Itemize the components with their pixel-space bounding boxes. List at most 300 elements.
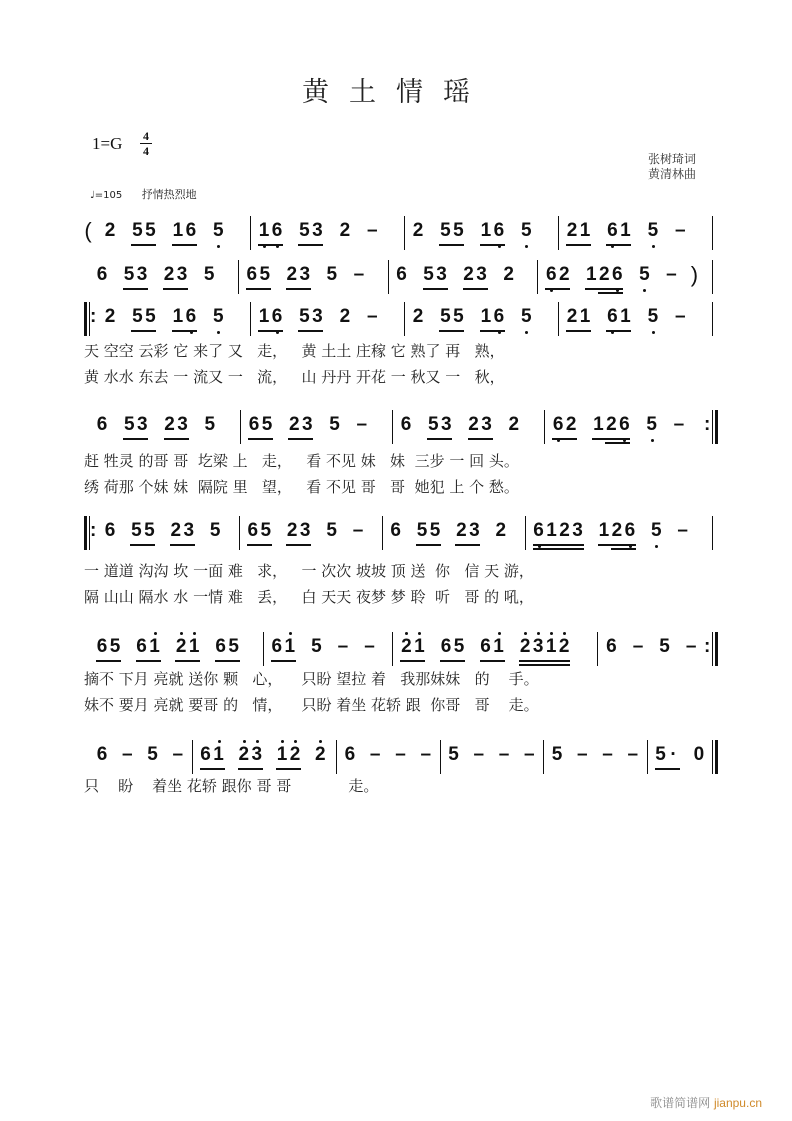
- note: 5: [655, 744, 666, 765]
- note: 1: [480, 220, 492, 241]
- note: 6: [185, 306, 197, 328]
- eighth-underline: [298, 330, 323, 332]
- note: 5: [145, 306, 156, 327]
- note: 6: [552, 414, 564, 436]
- note: 2: [104, 220, 116, 241]
- note: 5: [259, 264, 271, 285]
- note: 2: [508, 414, 520, 435]
- eighth-underline: [123, 438, 148, 440]
- note: ·: [670, 744, 677, 765]
- eighth-underline: [123, 288, 148, 290]
- eighth-underline: [606, 244, 631, 246]
- barline: [525, 516, 526, 550]
- note: 5: [261, 414, 273, 435]
- tempo-marking: [90, 186, 197, 202]
- note: 2: [289, 744, 301, 766]
- note: 2: [170, 520, 182, 541]
- barline: [263, 632, 264, 666]
- octave-high-dot: [537, 632, 540, 635]
- note: 5: [453, 306, 464, 327]
- note: 2: [400, 636, 412, 658]
- eighth-underline: [258, 244, 283, 246]
- note: 6: [200, 744, 211, 765]
- dash-note: –: [602, 744, 613, 765]
- note: 5: [299, 306, 310, 327]
- note: 3: [299, 264, 311, 285]
- eighth-underline: [585, 288, 623, 290]
- note: 2: [519, 636, 531, 658]
- eighth-underline: [566, 244, 591, 246]
- note: 1: [188, 636, 200, 658]
- note: 5: [448, 744, 459, 765]
- note: 1: [172, 220, 184, 241]
- octave-low-dot: [652, 331, 655, 334]
- note: 1: [593, 414, 604, 435]
- octave-low-dot: [651, 439, 654, 442]
- dash-note: –: [685, 636, 697, 657]
- note: 5: [453, 220, 464, 241]
- eighth-underline: [298, 244, 323, 246]
- score-line: [84, 300, 716, 340]
- note: 6: [400, 414, 412, 435]
- eighth-underline: [606, 330, 631, 332]
- score-line: [84, 408, 716, 448]
- octave-low-dot: [652, 245, 655, 248]
- note: 5: [638, 264, 650, 286]
- eighth-underline: [164, 438, 189, 440]
- note: 3: [436, 264, 447, 285]
- composer: 黄清林曲: [647, 167, 696, 181]
- eighth-underline: [170, 544, 195, 546]
- note: 6: [344, 744, 356, 765]
- note: 3: [177, 414, 188, 435]
- score-line: [84, 630, 716, 670]
- note: 5: [416, 520, 428, 541]
- barline: [712, 260, 713, 294]
- eighth-underline: [423, 288, 448, 290]
- note: 6: [271, 220, 283, 242]
- barline: [382, 516, 383, 550]
- repeat-start-barline: [84, 302, 92, 336]
- eighth-underline: [276, 768, 301, 770]
- note: 5: [204, 414, 216, 435]
- lyric-line: 妹不 要月 亮就 要哥 的 情， 只盼 着坐 花轿 跟 你哥 哥 走。: [84, 696, 539, 714]
- note: 1: [579, 220, 591, 241]
- tempo-value: ♩=105: [90, 190, 123, 201]
- note: 6: [136, 636, 147, 657]
- note: 3: [299, 520, 311, 541]
- eighth-underline: [416, 544, 441, 546]
- note: 2: [559, 520, 570, 541]
- note: 1: [586, 264, 597, 285]
- note: 2: [288, 414, 300, 435]
- note: 6: [493, 220, 505, 242]
- dash-note: –: [172, 744, 184, 765]
- note: 3: [176, 264, 188, 285]
- barline: [537, 260, 538, 294]
- time-signature-bottom: 4: [143, 144, 149, 158]
- note: 5: [311, 636, 322, 657]
- note: 5: [260, 520, 272, 541]
- note: 2: [463, 264, 474, 285]
- dash-note: –: [369, 744, 381, 765]
- note: 5: [659, 636, 670, 657]
- repeat-dots: :: [90, 306, 97, 327]
- repeat-end-barline: [712, 410, 720, 444]
- note: 5: [132, 306, 143, 327]
- dash-note: –: [524, 744, 535, 765]
- note: 5: [109, 636, 121, 657]
- note: 2: [339, 306, 351, 327]
- note: 6: [248, 414, 260, 435]
- sixteenth-underline: [598, 292, 623, 294]
- barline: [712, 302, 713, 336]
- barline: [336, 740, 337, 774]
- eighth-underline: [427, 438, 452, 440]
- repeat-end-barline: [712, 632, 720, 666]
- sixteenth-underline: [519, 664, 570, 666]
- note: 1: [413, 636, 425, 658]
- barline: [404, 216, 405, 250]
- note: 2: [503, 264, 514, 285]
- note: 6: [247, 520, 259, 541]
- dash-note: –: [677, 520, 688, 541]
- note: 1: [276, 744, 288, 766]
- note: 3: [312, 306, 323, 327]
- note: 1: [480, 306, 492, 327]
- note: 5: [228, 636, 239, 657]
- note: 5: [147, 744, 158, 765]
- barline: [192, 740, 193, 774]
- note: 2: [606, 414, 617, 435]
- octave-high-dot: [498, 632, 501, 635]
- barline: [392, 410, 393, 444]
- eighth-underline: [248, 438, 273, 440]
- dash-note: –: [367, 306, 378, 327]
- note: 5: [144, 520, 155, 541]
- note: 2: [175, 636, 187, 658]
- note: 6: [96, 744, 108, 765]
- note: 6: [493, 306, 505, 328]
- octave-high-dot: [319, 740, 322, 743]
- dash-note: –: [352, 520, 364, 541]
- barline: [712, 516, 713, 550]
- dash-note: –: [356, 414, 368, 435]
- note: 2: [558, 264, 570, 285]
- watermark-site: jianpu.cn: [713, 1096, 762, 1110]
- note: 6: [96, 636, 108, 657]
- note: 3: [476, 264, 487, 285]
- note: 6: [545, 264, 557, 286]
- octave-high-dot: [418, 632, 421, 635]
- note: 6: [215, 636, 226, 657]
- watermark: [650, 1094, 762, 1111]
- note: 6: [606, 306, 618, 328]
- note: 2: [611, 520, 623, 541]
- lyricist: 张树琦词: [647, 152, 696, 166]
- note: 2: [238, 744, 250, 766]
- barline: [250, 216, 251, 250]
- barline: [250, 302, 251, 336]
- expression-marking: 抒情热烈地: [141, 188, 197, 201]
- note: 3: [136, 264, 148, 285]
- note: 1: [579, 306, 591, 327]
- note: 2: [286, 264, 298, 285]
- eighth-underline: [480, 330, 505, 332]
- eighth-underline: [545, 288, 570, 290]
- eighth-underline: [131, 244, 156, 246]
- dash-note: –: [353, 264, 365, 285]
- octave-low-dot: [525, 245, 528, 248]
- sixteenth-underline: [533, 548, 584, 550]
- barline: [239, 516, 240, 550]
- eighth-underline: [131, 330, 156, 332]
- note: 5: [647, 306, 659, 328]
- eighth-underline: [592, 438, 630, 440]
- eighth-underline: [286, 544, 311, 546]
- note: 2: [468, 414, 479, 435]
- note: 1: [149, 636, 161, 658]
- note: 6: [611, 264, 623, 286]
- note: 5: [453, 636, 465, 657]
- key-signature: 1=G: [92, 134, 123, 153]
- dash-note: –: [473, 744, 485, 765]
- note: 6: [533, 520, 545, 542]
- note: 6: [440, 636, 452, 657]
- note: 5: [650, 520, 662, 542]
- note: 0: [693, 744, 705, 765]
- eighth-underline: [439, 244, 464, 246]
- note: 6: [271, 306, 283, 328]
- score-title: 黄土情瑶: [302, 77, 490, 108]
- note: 6: [185, 220, 197, 241]
- note: 2: [412, 220, 424, 241]
- eighth-underline: [246, 288, 271, 290]
- dash-note: –: [364, 636, 375, 657]
- note: 6: [96, 414, 108, 435]
- barline: [712, 216, 713, 250]
- score-line: [84, 258, 716, 298]
- repeat-start-barline: [84, 516, 92, 550]
- note: 2: [286, 520, 298, 541]
- note: 5: [646, 414, 658, 436]
- note: 5: [131, 520, 142, 541]
- credits: [648, 152, 696, 182]
- repeat-dots: :: [704, 636, 711, 657]
- lyric-line: 黄 水水 东去 一 流又 一 流， 山 丹丹 开花 一 秋又 一 秋，: [84, 368, 505, 386]
- note: 3: [136, 414, 148, 435]
- time-signature-top: 4: [143, 129, 149, 143]
- dash-note: –: [121, 744, 133, 765]
- barline: [558, 216, 559, 250]
- note: 1: [545, 636, 557, 658]
- dash-note: –: [498, 744, 510, 765]
- note: 1: [172, 306, 184, 327]
- final-barline: [712, 740, 720, 774]
- note: 5: [428, 414, 439, 435]
- note: 5: [123, 414, 135, 435]
- note: 2: [599, 264, 610, 285]
- lyric-line: 摘不 下月 亮就 送你 颗 心， 只盼 望拉 着 我那妹妹 的 手。: [84, 670, 539, 688]
- octave-high-dot: [243, 740, 246, 743]
- note: 1: [258, 220, 270, 242]
- note: 2: [456, 520, 467, 541]
- note: 5: [203, 264, 215, 285]
- note: 5: [299, 220, 310, 241]
- note: 3: [312, 220, 323, 241]
- eighth-underline: [519, 660, 570, 662]
- eighth-underline: [566, 330, 591, 332]
- dash-note: –: [420, 744, 432, 765]
- octave-low-dot: [525, 331, 528, 334]
- repeat-dots: :: [704, 414, 711, 435]
- note: 2: [412, 306, 424, 327]
- lyric-line: 天 空空 云彩 它 来了 又 走， 黄 土土 庄稼 它 熟了 再 熟，: [84, 342, 505, 360]
- note: 5: [329, 414, 340, 435]
- dash-note: –: [666, 264, 677, 285]
- note: 2: [558, 636, 570, 658]
- note: 6: [246, 264, 258, 285]
- note: 6: [618, 414, 630, 436]
- note: 1: [284, 636, 296, 658]
- eighth-underline: [163, 288, 188, 290]
- note: 2: [163, 264, 175, 285]
- note: 5: [212, 306, 224, 328]
- lyric-line: 只 盼 着坐 花轿 跟你 哥 哥 走。: [84, 777, 379, 795]
- barline: [392, 632, 393, 666]
- note: 1: [493, 636, 505, 658]
- note: 2: [314, 744, 326, 766]
- note: 5: [440, 220, 451, 241]
- octave-high-dot: [550, 632, 553, 635]
- octave-high-dot: [256, 740, 259, 743]
- dash-note: –: [367, 220, 378, 241]
- repeat-dots: :: [90, 520, 97, 541]
- note: 1: [213, 744, 225, 766]
- eighth-underline: [468, 438, 493, 440]
- eighth-underline: [400, 660, 425, 662]
- note: 5: [520, 220, 532, 242]
- octave-high-dot: [524, 632, 527, 635]
- octave-high-dot: [154, 632, 157, 635]
- note: 1: [620, 306, 631, 327]
- note: 5: [440, 306, 451, 327]
- octave-low-dot: [217, 245, 220, 248]
- octave-high-dot: [563, 632, 566, 635]
- octave-low-dot: [217, 331, 220, 334]
- note: 3: [183, 520, 195, 541]
- note: 5: [326, 520, 337, 541]
- barline: [440, 740, 441, 774]
- eighth-underline: [130, 544, 155, 546]
- lyric-line: 一 道道 沟沟 坎 一面 难 求， 一 次次 坡坡 顶 送 你 信 天 游，: [84, 562, 534, 580]
- note: 6: [271, 636, 283, 657]
- octave-high-dot: [294, 740, 297, 743]
- barline: [647, 740, 648, 774]
- watermark-text: 歌谱简谱网: [650, 1096, 711, 1110]
- note: 5: [423, 264, 434, 285]
- eighth-underline: [655, 768, 680, 770]
- note: 3: [481, 414, 492, 435]
- note: 2: [104, 306, 116, 327]
- note: 6: [96, 264, 108, 285]
- note: 1: [258, 306, 270, 327]
- note: 5: [326, 264, 338, 285]
- sixteenth-underline: [605, 442, 630, 444]
- dash-note: –: [675, 220, 686, 241]
- eighth-underline: [175, 660, 200, 662]
- eighth-underline: [238, 768, 263, 770]
- score-line: [84, 514, 716, 554]
- eighth-underline: [136, 660, 161, 662]
- note: 1: [598, 520, 610, 541]
- note: 3: [572, 520, 583, 541]
- eighth-underline: [271, 660, 296, 662]
- eighth-underline: [480, 660, 505, 662]
- octave-high-dot: [289, 632, 292, 635]
- note: 5: [520, 306, 532, 328]
- score-line: [84, 214, 716, 254]
- barline: [543, 740, 544, 774]
- eighth-underline: [286, 288, 311, 290]
- note: 3: [469, 520, 480, 541]
- note: 6: [390, 520, 401, 541]
- note: 5: [551, 744, 563, 765]
- lyric-line: 隔 山山 隔水 水 一情 难 丢， 白 天天 夜梦 梦 聆 听 哥 的 吼，: [84, 588, 534, 606]
- eighth-underline: [552, 438, 577, 440]
- barline: [597, 632, 598, 666]
- barline: [544, 410, 545, 444]
- eighth-underline: [598, 544, 636, 546]
- note: 2: [164, 414, 175, 435]
- note: 6: [104, 520, 116, 541]
- eighth-underline: [96, 660, 121, 662]
- note: 6: [606, 220, 618, 242]
- eighth-underline: [480, 244, 505, 246]
- dash-note: –: [675, 306, 686, 327]
- note: 5: [123, 264, 135, 285]
- note: 2: [565, 414, 577, 435]
- dash-note: –: [632, 636, 644, 657]
- eighth-underline: [215, 660, 240, 662]
- octave-high-dot: [405, 632, 408, 635]
- octave-high-dot: [193, 632, 196, 635]
- note: 5: [212, 220, 224, 242]
- note: 1: [546, 520, 557, 541]
- eighth-underline: [172, 330, 197, 332]
- eighth-underline: [440, 660, 465, 662]
- score-line: [84, 738, 716, 778]
- barline: [238, 260, 239, 294]
- octave-high-dot: [180, 632, 183, 635]
- note: 3: [301, 414, 313, 435]
- dash-note: –: [395, 744, 406, 765]
- dash-note: –: [337, 636, 349, 657]
- note: 6: [396, 264, 407, 285]
- open-parenthesis: (: [84, 218, 92, 243]
- note: 2: [566, 306, 578, 327]
- octave-low-dot: [655, 545, 658, 548]
- dash-note: –: [577, 744, 588, 765]
- octave-high-dot: [218, 740, 221, 743]
- sixteenth-underline: [611, 548, 636, 550]
- note: 2: [566, 220, 578, 241]
- eighth-underline: [200, 768, 225, 770]
- barline: [558, 302, 559, 336]
- note: 6: [606, 636, 617, 657]
- note: 6: [480, 636, 491, 657]
- note: 2: [495, 520, 507, 541]
